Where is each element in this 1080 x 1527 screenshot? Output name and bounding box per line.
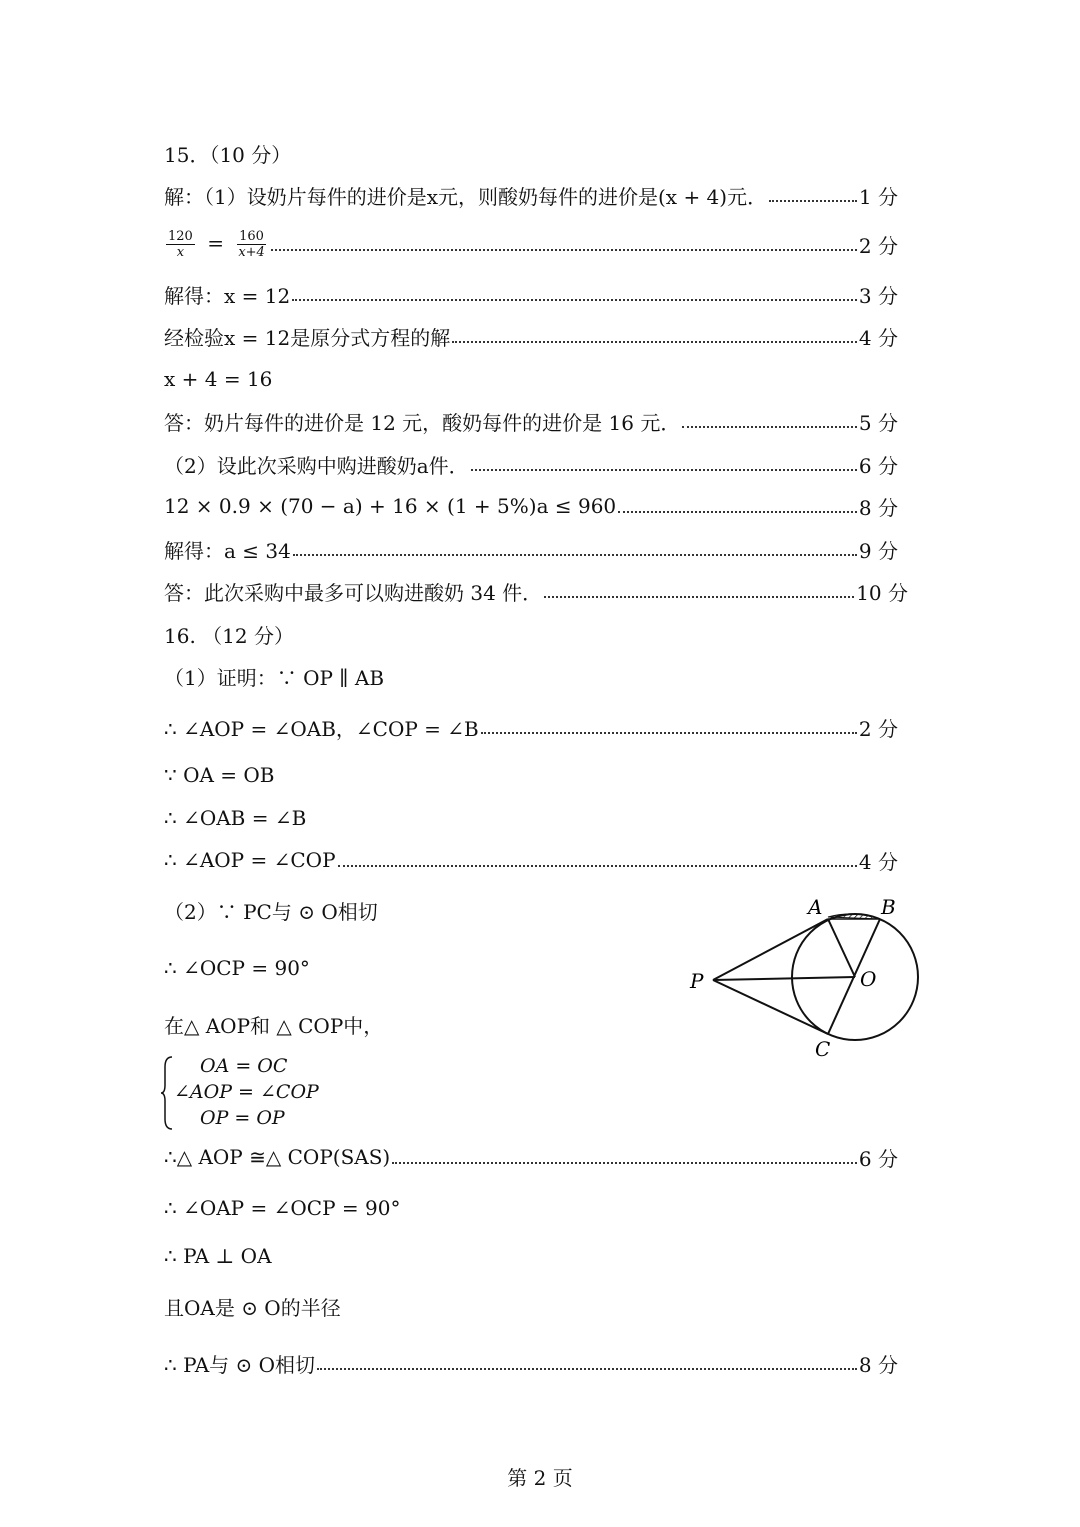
leader-dots bbox=[769, 200, 857, 202]
q15-line-9 bbox=[164, 534, 898, 564]
q15-line-8-text: 12 × 0.9 × (70 − a) + 16 × (1 + 5%)a ≤ 960 bbox=[164, 494, 617, 518]
q16-line-7 bbox=[164, 953, 624, 983]
q16-line-12-text: 且OA是 ⊙ O的半径 bbox=[164, 1295, 341, 1320]
system-row-1: OA = OC bbox=[200, 1055, 288, 1077]
q16-line-9-score: 6 分 bbox=[858, 1146, 898, 1171]
q15-line-2 bbox=[164, 220, 898, 268]
q16-line-6 bbox=[164, 895, 624, 925]
leader-dots bbox=[471, 469, 857, 471]
q15-line-7 bbox=[164, 449, 898, 479]
q16-line-4 bbox=[164, 803, 898, 833]
q15-line-3 bbox=[164, 279, 898, 309]
left-brace-icon bbox=[160, 1055, 174, 1131]
segment-pa bbox=[713, 919, 828, 980]
leader-dots bbox=[271, 249, 857, 251]
q15-line-10-score: 10 分 bbox=[856, 580, 908, 605]
q16-line-2-text: ∴ ∠AOP = ∠OAB，∠COP = ∠B bbox=[164, 716, 479, 741]
q15-line-7-text: （2）设此次采购中购进酸奶a件． bbox=[164, 453, 469, 478]
q15-line-10-text: 答：此次采购中最多可以购进酸奶 34 件． bbox=[164, 580, 543, 605]
q15-line-8 bbox=[164, 491, 898, 521]
equation-system bbox=[160, 1055, 360, 1131]
q16-line-2-score: 2 分 bbox=[858, 716, 898, 741]
q16-header-text: 16. （12 分） bbox=[164, 623, 294, 648]
q15-line-1 bbox=[164, 180, 898, 210]
fraction-equation bbox=[164, 229, 269, 260]
q15-line-1-score: 1 分 bbox=[858, 184, 898, 209]
q15-header bbox=[164, 138, 898, 168]
q15-line-4 bbox=[164, 321, 898, 351]
label-a: A bbox=[808, 895, 823, 919]
leader-dots bbox=[682, 426, 857, 428]
q16-line-5-score: 4 分 bbox=[858, 849, 898, 874]
q16-line-1-text: （1）证明：∵ OP ∥ AB bbox=[164, 665, 385, 690]
q16-line-12 bbox=[164, 1291, 898, 1321]
q16-line-3 bbox=[164, 760, 898, 790]
leader-dots bbox=[293, 554, 857, 556]
leader-dots bbox=[544, 596, 854, 598]
equals-sign: = bbox=[207, 230, 224, 255]
q15-line-4-score: 4 分 bbox=[858, 325, 898, 350]
q15-line-2-score: 2 分 bbox=[858, 233, 898, 258]
q15-line-3-text: 解得：x = 12 bbox=[164, 283, 291, 308]
q15-line-4-text: 经检验x = 12是原分式方程的解 bbox=[164, 325, 451, 350]
system-row-2: ∠AOP = ∠COP bbox=[174, 1081, 319, 1103]
leader-dots bbox=[452, 341, 857, 343]
q16-line-13 bbox=[164, 1348, 898, 1378]
q16-line-6-text: （2）∵ PC与 ⊙ O相切 bbox=[164, 899, 378, 924]
segment-po bbox=[713, 977, 855, 980]
q16-line-13-score: 8 分 bbox=[858, 1352, 898, 1377]
q15-line-6 bbox=[164, 406, 898, 436]
q15-line-1-text: 解：（1）设奶片每件的进价是x元，则酸奶每件的进价是(x + 4)元． bbox=[164, 184, 768, 209]
label-o: O bbox=[860, 967, 877, 991]
q15-line-5 bbox=[164, 364, 898, 394]
q15-line-8-score: 8 分 bbox=[858, 495, 898, 520]
q15-line-7-score: 6 分 bbox=[858, 453, 898, 478]
q15-line-3-score: 3 分 bbox=[858, 283, 898, 308]
q16-line-4-text: ∴ ∠OAB = ∠B bbox=[164, 806, 307, 830]
q15-header-text: 15．（10 分） bbox=[164, 142, 292, 167]
q16-line-9-text: ∴△ AOP ≅△ COP(SAS) bbox=[164, 1145, 391, 1169]
q16-line-3-text: ∵ OA = OB bbox=[164, 763, 275, 787]
q16-header bbox=[164, 619, 898, 649]
page-number: 第 2 页 bbox=[507, 1466, 573, 1490]
label-b: B bbox=[881, 895, 896, 919]
leader-dots bbox=[618, 511, 857, 513]
fraction-right-numerator: 160 bbox=[239, 228, 264, 244]
fraction-left-numerator: 120 bbox=[168, 228, 193, 244]
label-p: P bbox=[690, 969, 704, 993]
q16-line-2 bbox=[164, 712, 898, 742]
q16-line-8-text: 在△ AOP和 △ COP中， bbox=[164, 1013, 384, 1038]
q15-line-6-score: 5 分 bbox=[858, 410, 898, 435]
leader-dots bbox=[481, 732, 857, 734]
segment-pc bbox=[713, 980, 828, 1034]
q15-line-10 bbox=[164, 576, 908, 606]
q15-line-9-score: 9 分 bbox=[858, 538, 898, 563]
q16-line-11 bbox=[164, 1241, 898, 1271]
q16-line-13-text: ∴ PA与 ⊙ O相切 bbox=[164, 1352, 316, 1377]
segment-ao bbox=[828, 919, 855, 977]
fraction-left bbox=[166, 229, 195, 260]
fraction-left-denominator: x bbox=[176, 244, 185, 260]
q16-line-5 bbox=[164, 845, 898, 875]
q16-line-1 bbox=[164, 661, 898, 691]
leader-dots bbox=[317, 1368, 857, 1370]
label-c: C bbox=[815, 1037, 831, 1061]
q15-line-5-text: x + 4 = 16 bbox=[164, 367, 273, 391]
q16-line-8 bbox=[164, 1009, 624, 1039]
leader-dots bbox=[292, 299, 857, 301]
fraction-right-denominator: x+4 bbox=[238, 244, 265, 260]
q15-line-6-text: 答：奶片每件的进价是 12 元，酸奶每件的进价是 16 元． bbox=[164, 410, 681, 435]
q16-line-9 bbox=[164, 1142, 898, 1172]
leader-dots bbox=[392, 1162, 857, 1164]
q16-line-7-text: ∴ ∠OCP = 90° bbox=[164, 956, 310, 980]
q16-line-5-text: ∴ ∠AOP = ∠COP bbox=[164, 848, 336, 872]
system-row-3: OP = OP bbox=[200, 1107, 285, 1129]
q16-line-11-text: ∴ PA ⊥ OA bbox=[164, 1244, 272, 1268]
q16-line-10-text: ∴ ∠OAP = ∠OCP = 90° bbox=[164, 1196, 401, 1220]
fraction-right bbox=[236, 229, 267, 260]
q15-line-9-text: 解得：a ≤ 34 bbox=[164, 538, 291, 563]
circle-tangent-figure bbox=[680, 888, 930, 1068]
leader-dots bbox=[338, 865, 857, 867]
q16-line-10 bbox=[164, 1193, 898, 1223]
